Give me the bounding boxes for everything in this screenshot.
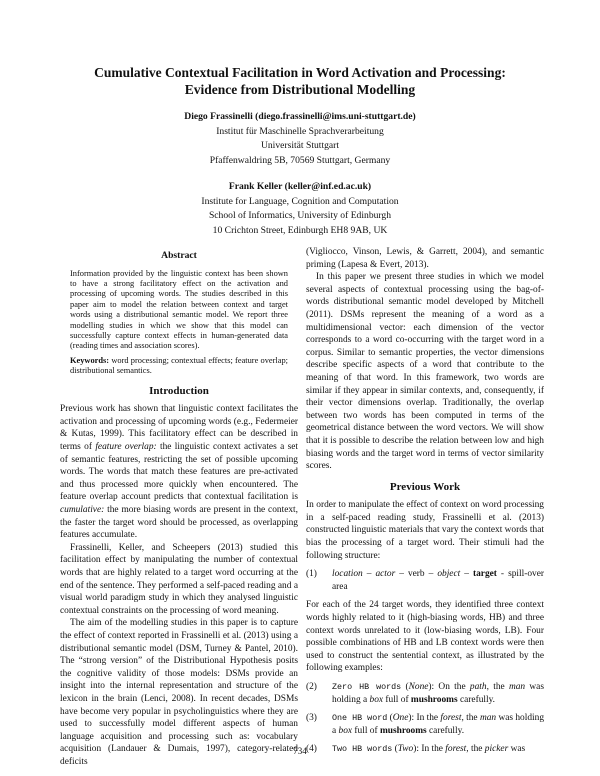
example-2 <box>306 681 544 706</box>
previous-work-paragraph-1: In order to manipulate the effect of context on word processing in a self-paced reading study, Frassinelli et al. (2013) constructed linguistic materials that vary the context words that bias the processing of a target word. Their stimuli had the following structure: <box>306 500 544 561</box>
affiliation-line: Institut für Maschinelle Sprachverarbeitung <box>216 125 384 137</box>
author-name-1: Diego Frassinelli (diego.frassinelli@ims.uni-stuttgart.de) <box>184 111 416 122</box>
author-block <box>60 110 540 238</box>
affiliation-line: School of Informatics, University of Edinburgh <box>208 210 392 221</box>
affiliation-line: Institute for Language, Cognition and Computation <box>201 195 399 207</box>
keywords-text: word processing; contextual effects; feature overlap; distributional semantics. <box>70 355 288 376</box>
intro-paragraph-2: Frassinelli, Keller, and Scheepers (2013) studied this facilitation effect by manipulating the number of contextual words that are highly related to a target word occurring at the end of the sentence. They performed a self-paced reading and a visual world paradigm study in which they analysed linguistic contextual constraints on the processing of word meaning. <box>60 542 298 616</box>
example-number: (2) <box>306 682 317 692</box>
previous-work-paragraph-2: For each of the 24 target words, they identified three context words highly related to it (high-biasing words, HB) and three context words unrelated to it (low-biasing words, LB). Four possible combinations of HB and LB context words were then used to construct the sentential context, as illustrated by the following examples: <box>306 600 544 674</box>
title-line-1: Cumulative Contextual Facilitation in Word Activation and Processing: <box>94 65 506 80</box>
keywords-label: Keywords: <box>70 355 110 365</box>
right-column <box>306 246 544 762</box>
example-number: (3) <box>306 713 317 724</box>
example-text: location – actor – verb – object – target - spill-over area <box>332 569 544 592</box>
example-text: One HB word (One): In the forest, the man was holding a box full of mushrooms carefully. <box>332 713 545 736</box>
left-column <box>60 246 298 768</box>
title-line-2: Evidence from Distributional Modelling <box>184 82 416 97</box>
example-number: (1) <box>306 569 317 580</box>
affiliation-line: Universität Stuttgart <box>260 140 340 151</box>
keywords <box>70 356 288 377</box>
author-name-2: Frank Keller (keller@inf.ed.ac.uk) <box>228 181 372 192</box>
introduction-heading: Introduction <box>149 384 209 397</box>
right-paragraph-1: In this paper we present three studies in which we model several aspects of contextual processing using the bag-of-words distributional semantic model developed by Mitchell (2011). DSMs represent the meaning of a word as a multidimensional vector: each dimension of the vector corresponds to a word co-occurring with the target word in a corpus. Similar to semantic properties, the vector dimensions describe specific aspects of a word that contribute to the meaning of that word. In this framework, two words are similar if they appear in similar contexts, and, consequently, if their vector dimensions overlap. Traditionally, the overlap between two words has been computed in terms of the geometrical distance between the word vectors. We will show that it is possible to describe the relation between low and high biasing words and the target word in terms of vector similarity scores. <box>306 272 544 472</box>
affiliation-line: Pfaffenwaldring 5B, 70569 Stuttgart, Germany <box>209 154 391 166</box>
previous-work-heading: Previous Work <box>389 480 461 493</box>
right-paragraph-0: (Vigliocco, Vinson, Lewis, & Garrett, 2004), and semantic priming (Lapesa & Evert, 2013). <box>306 247 544 270</box>
paper-title <box>40 64 560 98</box>
example-1 <box>306 568 544 593</box>
abstract-text: Information provided by the linguistic context has been shown to have a strong facilitatory effect on the activation and processing of upcoming words. The studies described in this paper aim to model the relation between context and target words using a distributional semantic model. We report three modelling studies in which we show that this model can successfully capture context effects in human-generated data (reading times and association scores). <box>70 268 288 351</box>
example-text: Zero HB words (None): On the path, the man was holding a box full of mushrooms carefully. <box>332 682 544 705</box>
example-text: Two HB words (Two): In the forest, the picker was <box>332 744 526 755</box>
page-number: 734 <box>293 746 307 756</box>
intro-paragraph-1: Previous work has shown that linguistic context facilitates the activation and processing of upcoming words (e.g., Federmeier & Kutas, 1999). This facilitatory effect can be described in terms of feature overlap: the linguistic context activates a set of semantic features, restricting the set of possible upcoming words. The words that match these features are pre-activated and thus processed more quickly when encountered. The feature overlap account predicts that contextual facilitation is cumulative: the more biasing words are present in the context, the faster the target word should be processed, as overlapping features accumulate. <box>60 404 299 541</box>
affiliation-line: 10 Crichton Street, Edinburgh EH8 9AB, UK <box>212 224 388 236</box>
example-number: (4) <box>306 744 317 755</box>
intro-paragraph-3: The aim of the modelling studies in this paper is to capture the effect of context reported in Frassinelli et al. (2013) using a distributional semantic model (DSM, Turney & Pantel, 2010). The “strong version” of the Distributional Hypothesis posits the cognitive validity of those models: DSMs provide an insight into the internal representation and structure of the lexicon in the brain (Lenci, 2008). In recent decades, DSMs have become very popular in psycholinguistics where they are used to successfully model different aspects of human language acquisition and processing such as: vocabulary acquisition (Landauer & Dumais, 1997), category-related deficits <box>60 618 298 767</box>
example-3 <box>306 712 544 737</box>
abstract-heading: Abstract <box>161 250 197 261</box>
